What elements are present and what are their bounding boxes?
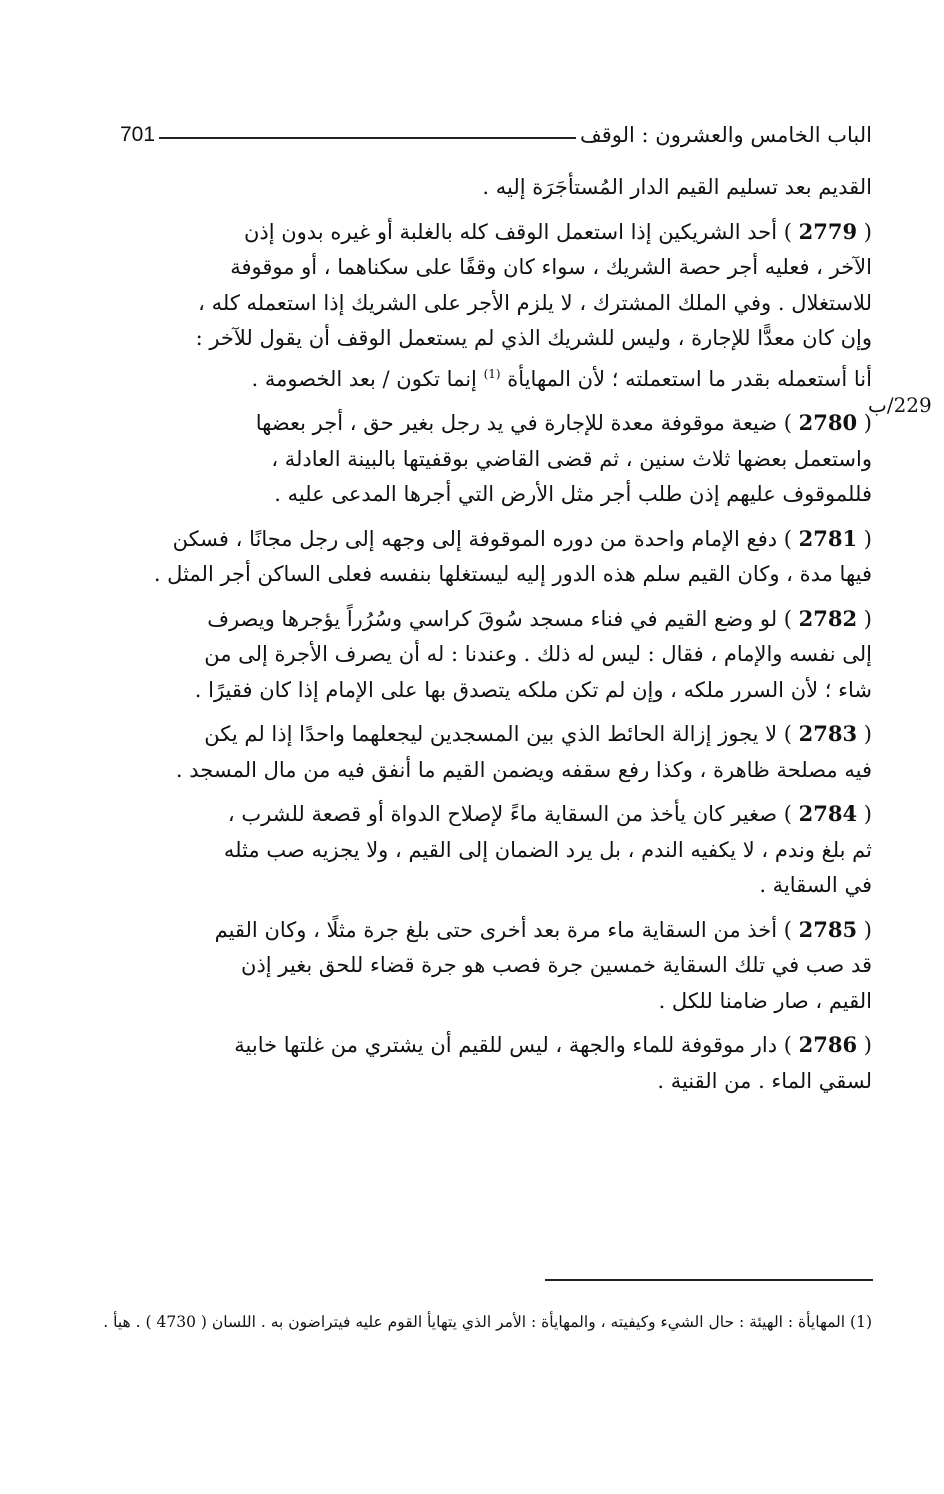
text-line: القيم ، صار ضامنا للكل . (658, 988, 872, 1013)
running-header (120, 118, 872, 152)
paragraph-number: 2783 (798, 721, 858, 746)
page-number: 701 (120, 123, 156, 146)
text-line: ( 2779 ) أحد الشريكين إذا استعمل الوقف كله بالغلبة أو غيره بدون إذن (243, 218, 872, 244)
text-line: لسقي الماء . من القنية . (657, 1068, 872, 1093)
text-line: فيها مدة ، وكان القيم سلم هذه الدور إليه ليستغلها بنفسه فعلى الساكن أجر المثل . (153, 562, 872, 586)
text-line: قد صب في تلك السقاية خمسين جرة فصب هو جرة قضاء للحق بغير إذن (241, 953, 872, 977)
paragraph-2786 (128, 1027, 872, 1099)
footnote-separator (545, 1279, 873, 1281)
paragraph-number: 2786 (798, 1032, 858, 1057)
main-text (128, 170, 872, 1107)
paragraph-2784 (128, 796, 872, 904)
text-line: ( 2781 ) دفع الإمام واحدة من دوره الموقوفة إلى وجهه إلى رجل مجانًا ، فسكن (172, 525, 872, 551)
paragraph-2783 (128, 716, 872, 788)
text-line: وإن كان معدًّا للإجارة ، وليس للشريك الذي لم يستعمل الوقف أن يقول للآخر : (195, 326, 872, 350)
paragraph-2781 (128, 521, 872, 593)
text-line: إلى نفسه والإمام ، فقال : ليس له ذلك . وعندنا : له أن يصرف الأجرة إلى من (204, 642, 872, 666)
text-line: ثم بلغ وندم ، لا يكفيه الندم ، بل يرد الضمان إلى القيم ، ولا يجزيه صب مثله (223, 837, 872, 862)
text-line: ( 2784 ) صغير كان يأخذ من السقاية ماءً لإصلاح الدواة أو قصعة للشرب ، (227, 801, 872, 826)
text-line: ( 2782 ) لو وضع القيم في فناء مسجد سُوقَ كراسي وسُرُراً يؤجرها ويصرف (207, 605, 872, 631)
paragraph-2785 (128, 912, 872, 1020)
text-line: شاء ؛ لأن السرر ملكه ، وإن لم تكن ملكه يتصدق بها على الإمام إذا كان فقيرًا . (194, 677, 872, 702)
paragraph-number: 2780 (798, 410, 858, 435)
text-line: القديم بعد تسليم القيم الدار المُستأجَرَة إليه . (482, 175, 872, 199)
running-title: الباب الخامس والعشرون : الوقف (580, 123, 872, 147)
text-line: ( 2785 ) أخذ من السقاية ماء مرة بعد أخرى حتى بلغ جرة مثلًا ، وكان القيم (214, 916, 872, 942)
paragraph-2780 (128, 405, 872, 513)
paragraph-number: 2782 (798, 605, 858, 631)
text-line: ( 2780 ) ضيعة موقوفة معدة للإجارة في يد رجل بغير حق ، أجر بعضها (255, 410, 872, 435)
paragraph-number: 2781 (798, 525, 858, 551)
text-line: فيه مصلحة ظاهرة ، وكذا رفع سقفه ويضمن القيم ما أنفق فيه من مال المسجد . (175, 757, 872, 782)
header-rule (159, 137, 576, 139)
paragraph-number: 2785 (798, 916, 858, 942)
text-line: ( 2783 ) لا يجوز إزالة الحائط الذي بين المسجدين ليجعلهما واحدًا إذا لم يكن (204, 721, 872, 746)
paragraph-2782 (128, 601, 872, 709)
footnote-reference: (1) (483, 366, 501, 381)
text-line: للاستغلال . وفي الملك المشترك ، لا يلزم الأجر على الشريك إذا استعمله كله ، (198, 290, 872, 315)
text-line: واستعمل بعضها ثلاث سنين ، ثم قضى القاضي بوقفيتها بالبينة العادلة ، (271, 446, 872, 471)
text-line: فللموقوف عليهم إذن طلب أجر مثل الأرض التي أجرها المدعى عليه . (274, 482, 872, 506)
margin-folio-note: 229/ب (868, 393, 932, 417)
text-line: ( 2786 ) دار موقوفة للماء والجهة ، ليس للقيم أن يشتري من غلتها خابية (234, 1032, 872, 1057)
paragraph-continuation (128, 170, 872, 206)
text-line: في السقاية . (759, 873, 872, 897)
paragraph-2779 (128, 214, 872, 398)
paragraph-number: 2779 (798, 218, 858, 244)
paragraph-number: 2784 (798, 801, 858, 826)
footnote: (1) المهايأة : الهيئة : حال الشيء وكيفيته ، والمهايأة : الأمر الذي يتهايأ القوم عليه فيتراضون به . اللسان ( 4730 ) . هيأ . (103, 1313, 872, 1331)
text-line: أنا أستعمله بقدر ما استعملته ؛ لأن المهايأة $^{(1)}$ إنما تكون / بعد الخصومة . (251, 366, 872, 391)
text-line: الآخر ، فعليه أجر حصة الشريك ، سواء كان وقفًا على سكناهما ، أو موقوفة (230, 255, 872, 279)
